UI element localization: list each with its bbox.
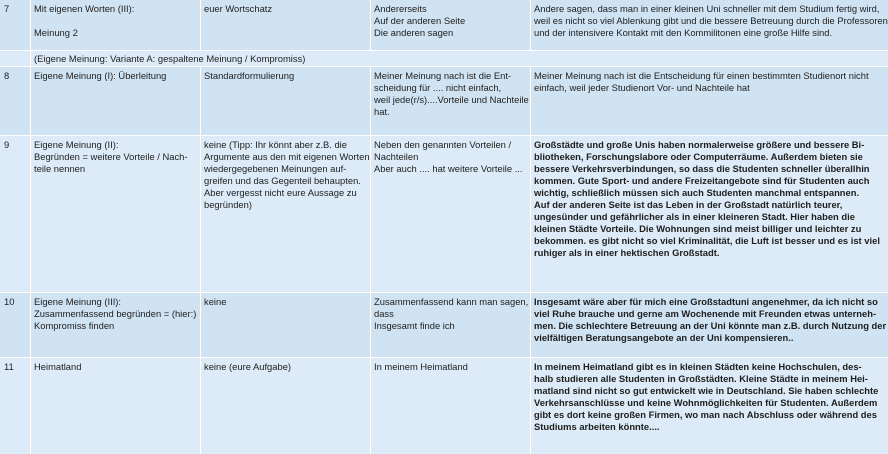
cell-line: scheidung für .... nicht einfach, bbox=[374, 82, 502, 93]
cell-line: Mit eigenen Worten (III): bbox=[34, 3, 135, 14]
cell-line: Begründen = weitere Vorteile / Nach- bbox=[34, 151, 188, 162]
example-cell bbox=[530, 136, 888, 259]
cell-line: Kompromiss finden bbox=[34, 320, 115, 331]
cell-line: Zusammenfassend kann man sagen, bbox=[374, 296, 529, 307]
cell-line: In meinem Heimatland bbox=[374, 361, 468, 372]
column-divider bbox=[530, 136, 531, 292]
cell-line: bekommen. es gibt nicht so viel Kriminalität, die Luft ist besser und es ist viel bbox=[534, 235, 880, 246]
cell-line: Großstädte und große Unis haben normalerweise größere und bessere Bi- bbox=[534, 139, 865, 150]
cell-line: dass bbox=[374, 308, 394, 319]
description-cell bbox=[30, 358, 200, 373]
column-divider bbox=[370, 67, 371, 135]
cell-line: Auf der anderen Seite bbox=[374, 15, 466, 26]
cell-line: In meinem Heimatland gibt es in kleinen Städten keine Hochschulen, des- bbox=[534, 361, 862, 372]
cell-line: bessere Verkehrsverbindungen, so dass die Studenten schneller überallhin bbox=[534, 163, 870, 174]
cell-line: euer Wortschatz bbox=[204, 3, 273, 14]
cell-line: ungesünder und gefährlicher als in einer kleineren Stadt. Hier haben die bbox=[534, 211, 855, 222]
cell-line: weil jede(r/s)....Vorteile und Nachteile bbox=[374, 94, 529, 105]
description-cell bbox=[30, 136, 200, 175]
cell-line: Verkehrsanschlüsse und keine Wohnmöglichkeiten für Studenten. Außerdem bbox=[534, 397, 878, 408]
cell-line: Insgesamt wäre aber für mich eine Großstadtuni angenehmer, da ich nicht so bbox=[534, 296, 878, 307]
table-row bbox=[0, 136, 888, 292]
phrase-cell bbox=[370, 293, 530, 332]
description-cell bbox=[30, 293, 200, 332]
row-number: 7 bbox=[4, 3, 10, 14]
column-divider bbox=[200, 136, 201, 292]
table-row bbox=[0, 358, 888, 454]
redemittel-cell bbox=[200, 293, 370, 308]
cell-line: keine (eure Aufgabe) bbox=[204, 361, 292, 372]
redemittel-cell bbox=[200, 67, 370, 82]
table-row bbox=[0, 0, 888, 50]
example-cell bbox=[530, 67, 888, 94]
column-divider bbox=[30, 358, 31, 454]
table-row bbox=[0, 67, 888, 135]
cell-line bbox=[34, 15, 196, 27]
redemittel-cell bbox=[200, 136, 370, 211]
section-note: (Eigene Meinung: Variante A: gespaltene Meinung / Kompromiss) bbox=[34, 53, 306, 64]
cell-line: weil es nicht so viel Ablenkung gibt und die bessere Betreuung durch die Professoren bbox=[534, 15, 888, 26]
cell-line: viel Ruhe brauche und gerne am Wochenende mit Freunden etwas unterneh- bbox=[534, 308, 877, 319]
phrase-cell bbox=[370, 0, 530, 39]
cell-line: Neben den genannten Vorteilen / bbox=[374, 139, 512, 150]
cell-line: halb studieren alle Studenten in Großstädten. Kleine Städte in meinem Hei- bbox=[534, 373, 868, 384]
cell-line: Studiums arbeiten könnte.... bbox=[534, 421, 660, 432]
column-divider bbox=[370, 0, 371, 50]
column-divider bbox=[530, 293, 531, 357]
cell-line: Eigene Meinung (I): Überleitung bbox=[34, 70, 167, 81]
cell-line: begründen) bbox=[204, 199, 252, 210]
column-divider bbox=[200, 0, 201, 50]
column-divider bbox=[30, 67, 31, 135]
column-divider bbox=[370, 136, 371, 292]
cell-line: Insgesamt finde ich bbox=[374, 320, 455, 331]
description-cell bbox=[30, 67, 200, 82]
phrase-cell bbox=[370, 136, 530, 175]
cell-line: Heimatland bbox=[34, 361, 82, 372]
table-row bbox=[0, 51, 888, 66]
column-divider bbox=[30, 293, 31, 357]
cell-line: greifen und das Gegenteil behaupten. bbox=[204, 175, 361, 186]
cell-line: vielfältigen Beratungsangebote an der Uni kompensieren.. bbox=[534, 332, 794, 343]
cell-line: Nachteilen bbox=[374, 151, 419, 162]
column-divider bbox=[30, 136, 31, 292]
cell-line: Andere sagen, dass man in einer kleinen Uni schneller mit dem Studium fertig wird, bbox=[534, 3, 880, 14]
column-divider bbox=[530, 67, 531, 135]
cell-line: Eigene Meinung (II): bbox=[34, 139, 119, 150]
cell-line: Andererseits bbox=[374, 3, 427, 14]
cell-line: wichtig, schließlich müssen sich auch Studenten manchmal entspannen. bbox=[534, 187, 860, 198]
redemittel-cell bbox=[200, 358, 370, 373]
column-divider bbox=[370, 358, 371, 454]
column-divider bbox=[530, 0, 531, 50]
cell-line: matland sind nicht so gut entwickelt wie in Deutschland. Sie haben schlechte bbox=[534, 385, 879, 396]
cell-line: gibt es dort keine großen Firmen, wo man nach Abschluss oder während des bbox=[534, 409, 877, 420]
row-number: 11 bbox=[4, 361, 14, 372]
cell-line: teile nennen bbox=[34, 163, 86, 174]
cell-line: Auf der anderen Seite ist das Leben in der Großstadt natürlich teurer, bbox=[534, 199, 843, 210]
table-row bbox=[0, 293, 888, 357]
cell-line: Zusammenfassend begründen = (hier:) bbox=[34, 308, 197, 319]
cell-line: bliotheken, Forschungslabore oder Computerräume. Außerdem bieten sie bbox=[534, 151, 863, 162]
phrase-cell bbox=[370, 358, 530, 373]
cell-line: Meinung 2 bbox=[34, 27, 78, 38]
row-number: 10 bbox=[4, 296, 15, 307]
description-cell bbox=[30, 0, 200, 39]
cell-line: Aber auch .... hat weitere Vorteile ... bbox=[374, 163, 523, 174]
cell-line: Argumente aus den mit eigenen Worten bbox=[204, 151, 370, 162]
cell-line: ruhiger als in einer hektischen Großstadt. bbox=[534, 247, 720, 258]
column-divider bbox=[370, 293, 371, 357]
cell-line: keine bbox=[204, 296, 227, 307]
column-divider bbox=[200, 293, 201, 357]
cell-line: Die anderen sagen bbox=[374, 27, 454, 38]
cell-line: Aber vergesst nicht eure Aussage zu bbox=[204, 187, 357, 198]
column-divider bbox=[530, 358, 531, 454]
example-cell bbox=[530, 0, 888, 39]
cell-line: wiedergegebenen Meinungen auf- bbox=[204, 163, 347, 174]
cell-line: hat. bbox=[374, 106, 390, 117]
cell-line: einfach, weil jeder Studienort Vor- und Nachteile hat bbox=[534, 82, 750, 93]
example-cell bbox=[530, 293, 888, 344]
cell-line: Meiner Meinung nach ist die Ent- bbox=[374, 70, 512, 81]
column-divider bbox=[200, 358, 201, 454]
redemittel-cell bbox=[200, 0, 370, 15]
column-divider bbox=[200, 67, 201, 135]
phrase-cell bbox=[370, 67, 530, 118]
row-number: 9 bbox=[4, 139, 10, 150]
cell-line: Standardformulierung bbox=[204, 70, 295, 81]
row-number: 8 bbox=[4, 70, 10, 81]
cell-line: men. Die schlechtere Betreuung an der Uni könnte man z.B. durch Nutzung der bbox=[534, 320, 887, 331]
cell-line: und der intensivere Kontakt mit den Kommilitonen eine große Hilfe sind. bbox=[534, 27, 833, 38]
cell-line: kleinen Städte Vorteile. Die Wohnungen sind meist billiger und leichter zu bbox=[534, 223, 862, 234]
cell-line: Meiner Meinung nach ist die Entscheidung für einen bestimmten Studienort nicht bbox=[534, 70, 869, 81]
cell-line: keine (Tipp: Ihr könnt aber z.B. die bbox=[204, 139, 347, 150]
cell-line: kommen. Gute Sport- und andere Freizeitangebote sind für Studenten auch bbox=[534, 175, 870, 186]
column-divider bbox=[30, 51, 31, 66]
cell-line: Eigene Meinung (III): bbox=[34, 296, 122, 307]
example-cell bbox=[530, 358, 888, 433]
column-divider bbox=[30, 0, 31, 50]
